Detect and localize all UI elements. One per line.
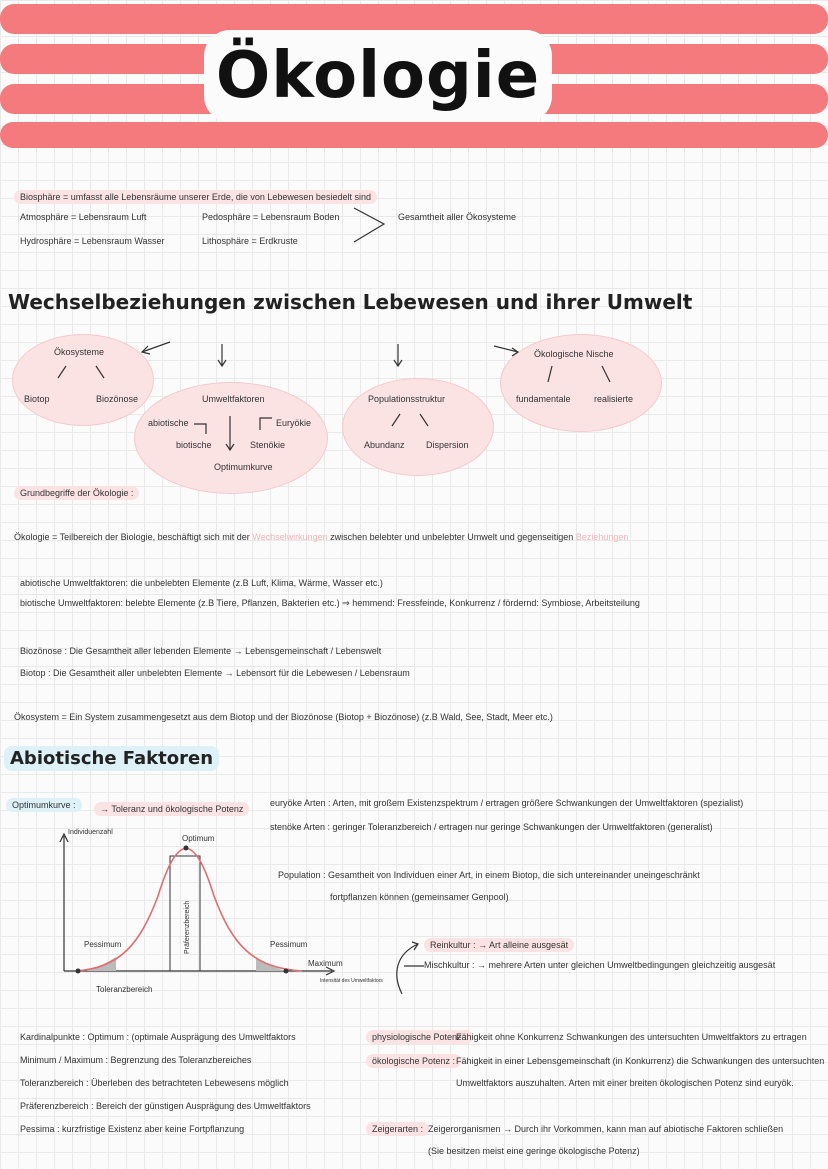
- graph-x-label: Intensität des Umweltfaktors: [320, 978, 383, 984]
- def-gesamtheit: Gesamtheit aller Ökosysteme: [398, 212, 517, 222]
- graph-praeferenz-label: Präferenzbereich: [184, 900, 191, 954]
- def-oekosystem: Ökosystem = Ein System zusammengesetzt aus dem Biotop und der Biozönose (Biotop + Biozönose) (z.B Wald, See, Stadt, Meer etc.): [14, 712, 553, 722]
- def-stenoek: stenöke Arten : geringer Toleranzbereich / ertragen nur geringe Schwankungen der Umweltfaktoren (generalist): [270, 822, 713, 832]
- bracket-arrow: [352, 206, 388, 246]
- node-oekosysteme: Ökosysteme: [54, 347, 105, 357]
- section-heading-wechselbeziehungen: Wechselbeziehungen zwischen Lebewesen und ihrer Umwelt: [8, 290, 693, 314]
- node-euryoekie: Euryökie: [276, 418, 312, 428]
- optimum-graph: [40, 826, 383, 1001]
- title-band-4: [0, 122, 828, 148]
- oeko-potenz-text-1: Fähigkeit in einer Lebensgemeinschaft (in Konkurrenz) die Schwankungen des untersuchten: [456, 1056, 825, 1066]
- kardinal-3: Toleranzbereich : Überleben des betrachteten Lebewesens möglich: [20, 1078, 289, 1088]
- def-biozoenose: Biozönose : Die Gesamtheit aller lebenden Elemente → Lebensgemeinschaft / Lebenswelt: [20, 646, 382, 656]
- zeiger-text-2: (Sie besitzen meist eine geringe ökologische Potenz): [428, 1146, 640, 1156]
- node-fundamentale: fundamentale: [516, 394, 571, 404]
- def-biosphaere: Biosphäre = umfasst alle Lebensräume unserer Erde, die von Lebewesen besiedelt sind: [14, 190, 377, 204]
- def-oekologie-b: zwischen belebter und unbelebter Umwelt und gegenseitigen: [330, 532, 574, 542]
- phys-potenz-text: Fähigkeit ohne Konkurrenz Schwankungen des untersuchten Umweltfaktors zu ertragen: [456, 1032, 807, 1042]
- graph-y-label: Individuenzahl: [68, 829, 113, 836]
- def-hydrosphaere: Hydrosphäre = Lebensraum Wasser: [20, 236, 165, 246]
- section-heading-abiotische-faktoren: Abiotische Faktoren: [4, 746, 219, 771]
- graph-pessimum-left: Pessimum: [84, 940, 122, 949]
- grundbegriffe-label: Grundbegriffe der Ökologie :: [14, 486, 139, 500]
- node-optimumkurve: Optimumkurve: [214, 462, 273, 472]
- page-title: Ökologie: [215, 39, 541, 113]
- node-realisierte: realisierte: [594, 394, 634, 404]
- oeko-potenz-label: ökologische Potenz :: [366, 1054, 461, 1068]
- kardinal-4: Präferenzbereich : Bereich der günstigen Ausprägung des Umweltfaktors: [20, 1101, 311, 1111]
- node-populationsstruktur: Populationsstruktur: [368, 394, 446, 404]
- node-umweltfaktoren: Umweltfaktoren: [202, 394, 265, 404]
- def-biotisch-arrow: ⇒ hemmend:: [342, 598, 395, 608]
- def-biotisch-b: Fressfeinde, Konkurrenz / fördernd: Symbiose, Arbeitsteilung: [397, 598, 640, 608]
- node-nische: Ökologische Nische: [534, 349, 614, 359]
- def-oekologie-faint1: Wechselwirkungen: [252, 532, 328, 542]
- node-biotop: Biotop: [24, 394, 50, 404]
- node-abundanz: Abundanz: [364, 440, 405, 450]
- def-reinkultur: Reinkultur : → Art alleine ausgesät: [424, 938, 574, 952]
- def-oekologie-a: Ökologie = Teilbereich der Biologie, beschäftigt sich mit der: [14, 532, 250, 542]
- oeko-potenz-text-2: Umweltfaktors auszuhalten. Arten mit einer breiten ökologischen Potenz sind euryök.: [456, 1078, 794, 1088]
- def-pedosphaere: Pedosphäre = Lebensraum Boden: [202, 212, 340, 222]
- def-biotisch: [20, 598, 640, 609]
- node-abiotische: abiotische: [148, 418, 189, 428]
- kardinal-2: Minimum / Maximum : Begrenzung des Toleranzbereiches: [20, 1055, 252, 1065]
- def-euryoek: euryöke Arten : Arten, mit großem Existenzspektrum / ertragen größere Schwankungen der Umweltfaktoren (spezialist): [270, 798, 744, 808]
- graph-maximum-label: Maximum: [308, 959, 343, 968]
- kardinal-5: Pessima : kurzfristige Existenz aber keine Fortpflanzung: [20, 1124, 245, 1134]
- node-stenoekie: Stenökie: [250, 440, 286, 450]
- def-biotisch-a: biotische Umweltfaktoren: belebte Elemente (z.B Tiere, Pflanzen, Bakterien etc.): [20, 598, 340, 608]
- title-box: [204, 30, 552, 122]
- def-mischkultur: Mischkultur : → mehrere Arten unter gleichen Umweltbedingungen gleichzeitig ausgesät: [424, 960, 776, 970]
- def-lithosphaere: Lithosphäre = Erdkruste: [202, 236, 298, 246]
- mindmap-arrows: [0, 330, 828, 480]
- graph-pessimum-right: Pessimum: [270, 940, 308, 949]
- def-population-1: Population : Gesamtheit von Individuen einer Art, in einem Biotop, die sich untereinander uneingeschränkt: [278, 870, 700, 880]
- def-oekologie-faint2: Beziehungen: [575, 532, 629, 542]
- def-atmosphaere: Atmosphäre = Lebensraum Luft: [20, 212, 147, 222]
- node-dispersion: Dispersion: [426, 440, 469, 450]
- node-biotische: biotische: [176, 440, 212, 450]
- kardinal-1: Kardinalpunkte : Optimum : (optimale Ausprägung des Umweltfaktors: [20, 1032, 296, 1042]
- graph-optimum-label: Optimum: [182, 834, 215, 843]
- optimumkurve-desc: → Toleranz und ökologische Potenz: [94, 802, 249, 816]
- zeiger-text-1: Zeigerorganismen → Durch ihr Vorkommen, kann man auf abiotische Faktoren schließen: [428, 1124, 784, 1134]
- phys-potenz-label: physiologische Potenz :: [366, 1030, 473, 1044]
- def-population-2: fortpflanzen können (gemeinsamer Genpool): [330, 892, 509, 902]
- graph-toleranz-label: Toleranzbereich: [96, 985, 153, 994]
- def-biotop: Biotop : Die Gesamtheit aller unbelebten Elemente → Lebensort für die Lebewesen / Lebensraum: [20, 668, 410, 678]
- optimumkurve-label: Optimumkurve :: [6, 798, 82, 812]
- def-oekologie: [14, 532, 628, 542]
- zeiger-label: Zeigerarten :: [366, 1122, 429, 1136]
- node-biozoenose: Biozönose: [96, 394, 139, 404]
- def-abiotisch: abiotische Umweltfaktoren: die unbelebten Elemente (z.B Luft, Klima, Wärme, Wasser etc.): [20, 578, 383, 588]
